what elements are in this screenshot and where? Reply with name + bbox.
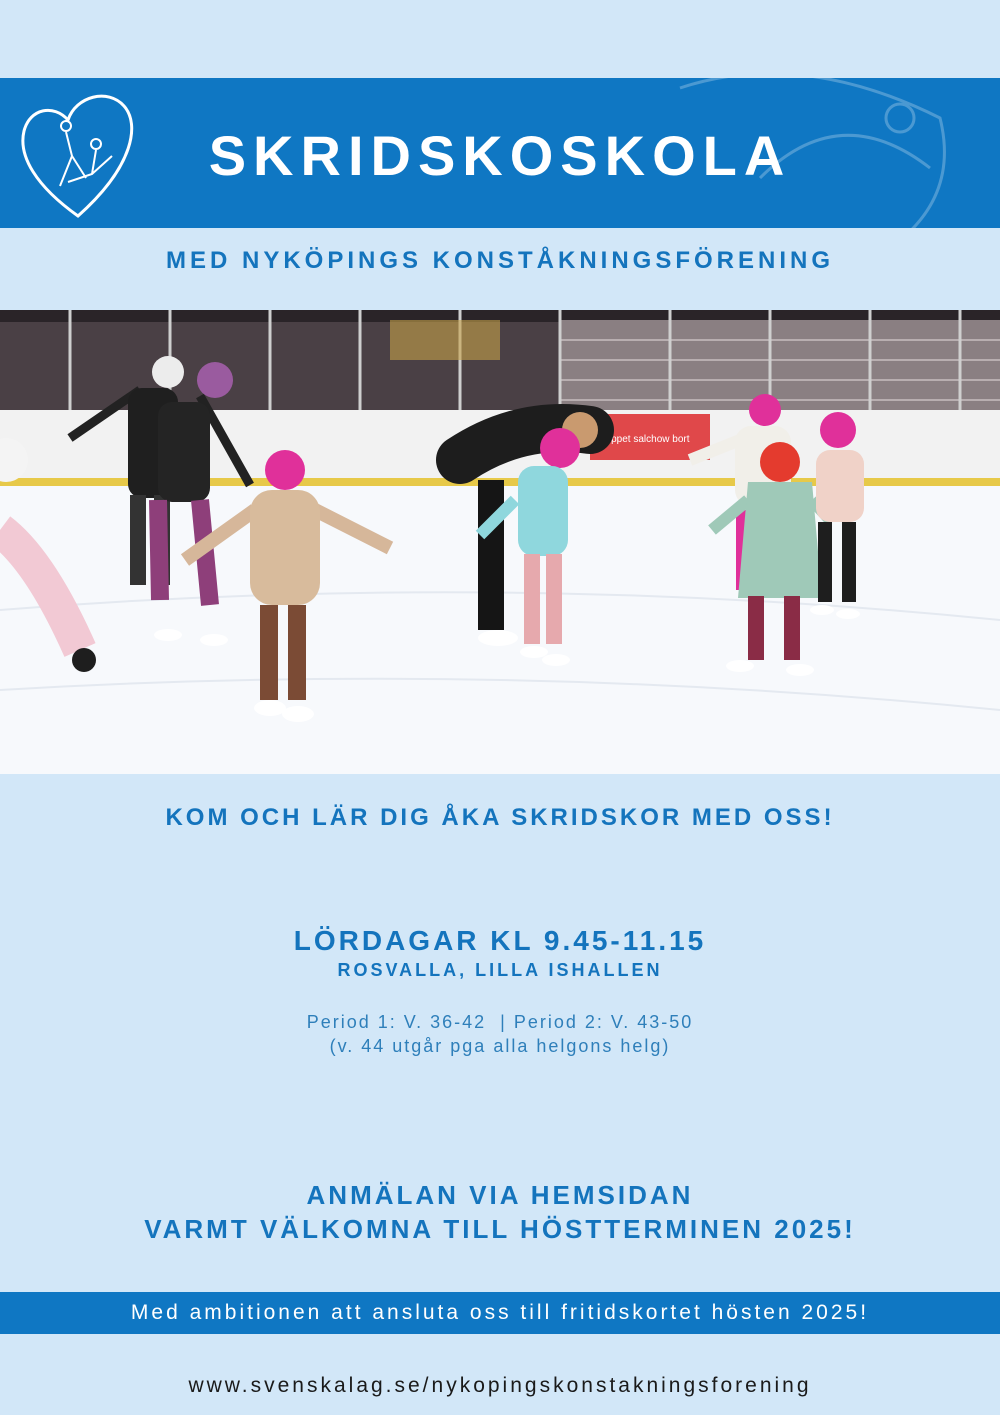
signup-text: ANMÄLAN VIA HEMSIDAN	[306, 1180, 694, 1210]
schedule-periods: Period 1: V. 36-42 | Period 2: V. 43-50	[306, 1012, 694, 1032]
invite-text: KOM OCH LÄR DIG ÅKA SKRIDSKOR MED OSS!	[165, 804, 835, 831]
welcome-text: VARMT VÄLKOMNA TILL HÖSTTERMINEN 2025!	[144, 1214, 856, 1244]
children-skating-photo	[0, 310, 1000, 774]
fritidskort-banner: Med ambitionen att ansluta oss till fritidskortet hösten 2025!	[0, 1292, 1000, 1334]
website-link[interactable]: www.svenskalag.se/nykopingskonstakningsforening	[188, 1374, 812, 1397]
schedule-time: LÖRDAGAR KL 9.45-11.15	[293, 925, 707, 956]
club-subtitle: MED NYKÖPINGS KONSTÅKNINGSFÖRENING	[165, 247, 835, 274]
schedule-place: ROSVALLA, LILLA ISHALLEN	[337, 960, 663, 980]
schedule-note: (v. 44 utgår pga alla helgons helg)	[329, 1036, 671, 1056]
header-banner	[0, 78, 1000, 228]
rink-board-sign: hoppet salchow bort	[600, 434, 690, 445]
page-title: SKRIDSKOSKOLA	[208, 124, 792, 187]
